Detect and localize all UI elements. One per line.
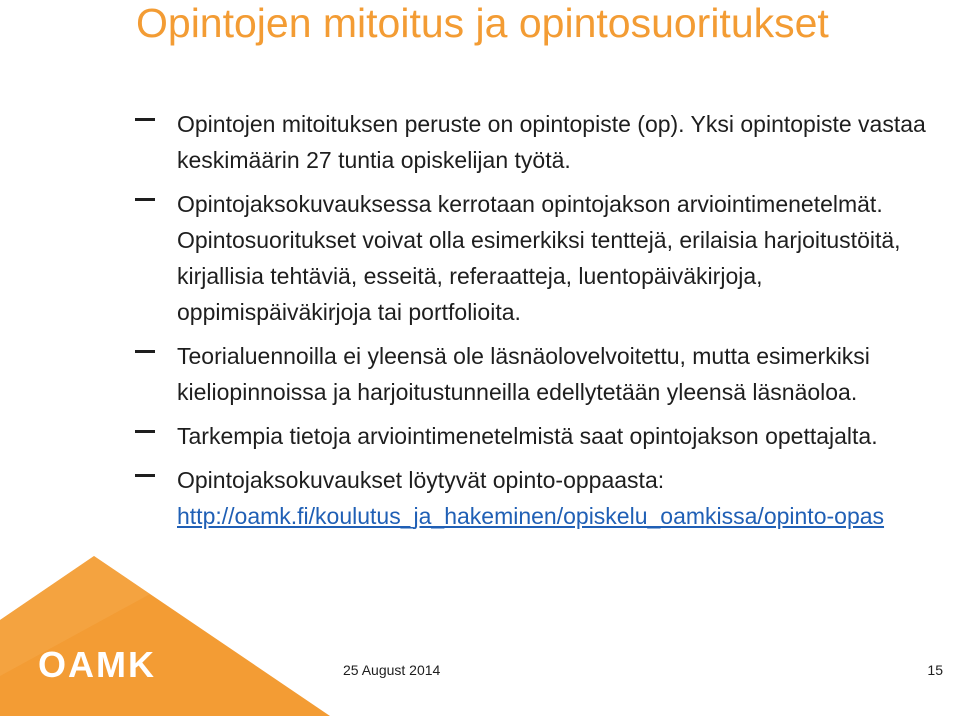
dash-bullet-icon bbox=[135, 474, 155, 477]
dash-bullet-icon bbox=[135, 430, 155, 433]
bullet-item bbox=[132, 418, 950, 454]
opinto-opas-link[interactable]: http://oamk.fi/koulutus_ja_hakeminen/opiskelu_oamkissa/opinto-opas bbox=[177, 503, 885, 529]
bullet-item bbox=[132, 338, 950, 410]
bullet-list bbox=[132, 106, 950, 542]
dash-bullet-icon bbox=[135, 350, 155, 353]
bullet-text: Opintojaksokuvauksessa kerrotaan opintojakson arviointimenetelmät. Opintosuoritukset voivat olla esimerkiksi tenttejä, erilaisia harjoitustöitä, kirjallisia tehtäviä, esseitä, referaatteja, luentopäiväkirjoja, oppimispäiväkirjoja tai portfolioita. bbox=[177, 191, 901, 325]
oamk-logo: OAMK bbox=[38, 644, 156, 685]
dash-bullet-icon bbox=[135, 198, 155, 201]
bullet-item bbox=[132, 462, 950, 534]
bullet-item bbox=[132, 186, 950, 330]
dash-bullet-icon bbox=[135, 118, 155, 121]
footer-date: 25 August 2014 bbox=[343, 662, 441, 678]
bullet-item bbox=[132, 106, 950, 178]
bullet-text: Opintojen mitoituksen peruste on opintopiste (op). Yksi opintopiste vastaa keskimäärin 27 tuntia opiskelijan työtä. bbox=[177, 111, 926, 173]
bullet-text: Tarkempia tietoja arviointimenetelmistä saat opintojakson opettajalta. bbox=[177, 423, 878, 449]
bullet-text: Teorialuennoilla ei yleensä ole läsnäolovelvoitettu, mutta esimerkiksi kieliopinnoissa ja harjoitustunneilla edellytetään yleensä läsnäoloa. bbox=[177, 343, 870, 405]
page-number: 15 bbox=[927, 662, 943, 678]
bullet-text: Opintojaksokuvaukset löytyvät opinto-oppaasta: bbox=[177, 467, 665, 493]
brand-corner-shape bbox=[0, 556, 330, 716]
slide-title: Opintojen mitoitus ja opintosuoritukset bbox=[136, 0, 829, 46]
